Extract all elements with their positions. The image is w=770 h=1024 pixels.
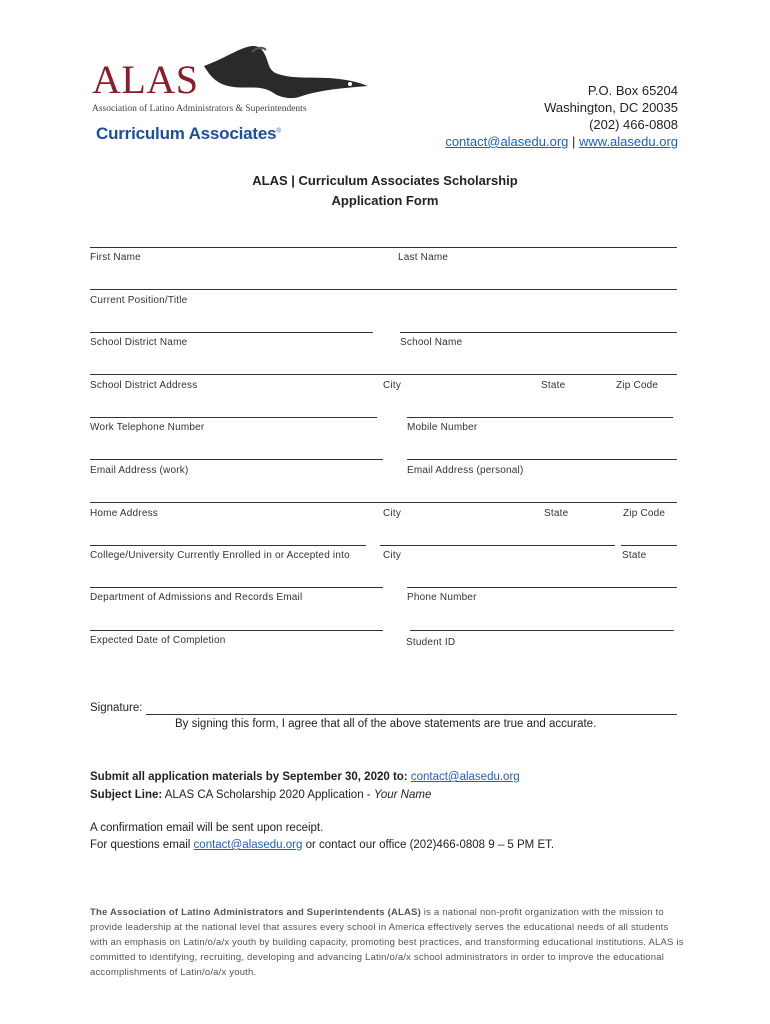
college-state-line[interactable] xyxy=(621,545,677,546)
about-paragraph xyxy=(90,905,688,980)
label-home-state: State xyxy=(544,508,569,519)
about-text: is a national non-profit organization with the mission to provide leadership at the national level that assures every school in America effectively serves the educational needs of all students with an emphasis on Latin/o/a/x youth by building capacity, promoting best practices, and transforming educational institutions. ALAS is committed to identifying, recruiting, developing and advancing Latin/o/a/x school administrators in order to improve the educational accomplishments of Latin/o/a/x youth. xyxy=(90,907,684,978)
label-student-id: Student ID xyxy=(406,637,456,648)
email-work-line[interactable] xyxy=(90,459,383,460)
questions-lead: For questions email xyxy=(90,839,194,851)
label-email-work: Email Address (work) xyxy=(90,465,189,476)
questions-email-link[interactable]: contact@alasedu.org xyxy=(193,839,303,851)
college-line[interactable] xyxy=(90,545,366,546)
label-home-zip: Zip Code xyxy=(623,508,666,519)
alas-logo xyxy=(92,57,332,120)
city-line: Washington, DC 20035 xyxy=(544,100,678,115)
phone-number-line[interactable] xyxy=(407,587,677,588)
district-name-line[interactable] xyxy=(90,332,373,333)
signature-label: Signature: xyxy=(90,702,143,714)
label-work-phone: Work Telephone Number xyxy=(90,422,205,433)
mobile-line[interactable] xyxy=(407,417,673,418)
email-personal-line[interactable] xyxy=(407,459,677,460)
subject-text: ALAS CA Scholarship 2020 Application - xyxy=(162,789,374,801)
label-position: Current Position/Title xyxy=(90,295,188,306)
completion-line[interactable] xyxy=(90,630,383,631)
label-college-state: State xyxy=(622,550,647,561)
contact-email-link[interactable]: contact@alasedu.org xyxy=(445,134,569,149)
label-mobile: Mobile Number xyxy=(407,422,478,433)
eagle-icon xyxy=(192,46,372,106)
form-subtitle: Application Form xyxy=(331,193,439,208)
label-email-personal: Email Address (personal) xyxy=(407,465,524,476)
website-link[interactable]: www.alasedu.org xyxy=(579,134,678,149)
label-first-name: First Name xyxy=(90,252,141,263)
name-line[interactable] xyxy=(90,247,677,248)
form-title: ALAS | Curriculum Associates Scholarship xyxy=(252,173,518,188)
ca-logo-mark: ® xyxy=(276,128,281,135)
label-state: State xyxy=(541,380,566,391)
signature-line[interactable] xyxy=(146,714,677,715)
submit-instructions xyxy=(90,768,520,804)
college-city-line[interactable] xyxy=(380,545,615,546)
questions-tail: or contact our office (202)466-0808 9 – 5 PM ET. xyxy=(302,839,555,851)
phone: (202) 466-0808 xyxy=(589,117,678,132)
subject-name: Your Name xyxy=(373,789,432,801)
home-address-line[interactable] xyxy=(90,502,677,503)
admissions-email-line[interactable] xyxy=(90,587,383,588)
label-college: College/University Currently Enrolled in or Accepted into xyxy=(90,550,350,561)
position-line[interactable] xyxy=(90,289,677,290)
alas-logo-word: ALAS xyxy=(92,57,199,102)
alas-logo-subtitle: Association of Latino Administrators & Superintendents xyxy=(92,104,307,114)
district-address-line[interactable] xyxy=(90,374,677,375)
label-home-address: Home Address xyxy=(90,508,158,519)
contact-block xyxy=(445,82,678,150)
submit-email-link[interactable]: contact@alasedu.org xyxy=(410,771,520,783)
po-box: P.O. Box 65204 xyxy=(587,83,678,98)
label-admissions-email: Department of Admissions and Records Email xyxy=(90,592,303,603)
subject-label: Subject Line: xyxy=(90,789,163,801)
submit-lead: Submit all application materials by September 30, 2020 to: xyxy=(90,771,411,783)
separator: | xyxy=(568,134,579,149)
label-college-city: City xyxy=(383,550,402,561)
label-district-name: School District Name xyxy=(90,337,188,348)
agreement-text: By signing this form, I agree that all of the above statements are true and accurate. xyxy=(175,718,597,730)
label-completion: Expected Date of Completion xyxy=(90,635,226,646)
about-org: The Association of Latino Administrators and Superintendents (ALAS) xyxy=(90,907,421,918)
curriculum-associates-logo xyxy=(96,124,281,144)
label-district-address: School District Address xyxy=(90,380,198,391)
label-city: City xyxy=(383,380,402,391)
label-zip: Zip Code xyxy=(616,380,659,391)
school-name-line[interactable] xyxy=(400,332,677,333)
label-last-name: Last Name xyxy=(398,252,449,263)
confirmation-block xyxy=(90,820,554,854)
work-phone-line[interactable] xyxy=(90,417,377,418)
confirmation-line: A confirmation email will be sent upon receipt. xyxy=(90,822,324,834)
student-id-line[interactable] xyxy=(410,630,674,631)
label-phone-number: Phone Number xyxy=(407,592,477,603)
label-school-name: School Name xyxy=(400,337,463,348)
ca-logo-text: Curriculum Associates xyxy=(96,124,277,143)
label-home-city: City xyxy=(383,508,402,519)
